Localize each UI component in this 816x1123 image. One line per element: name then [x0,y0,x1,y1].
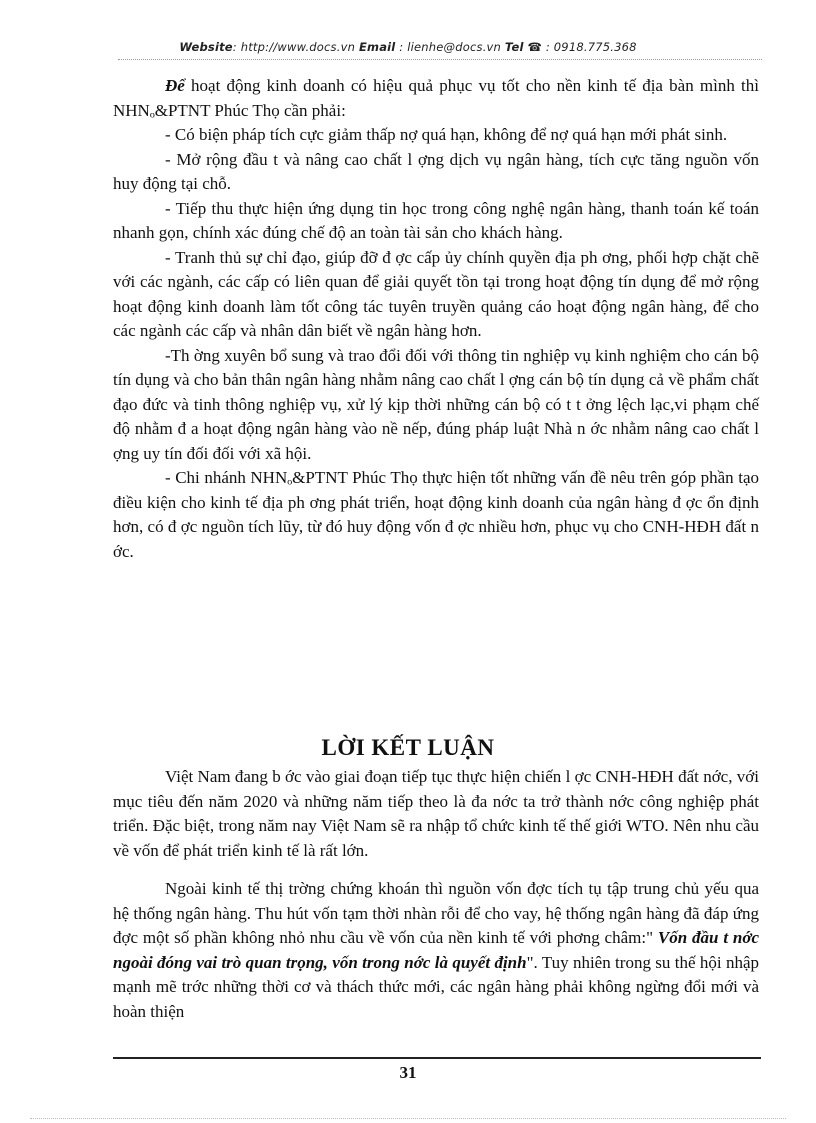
body-paragraph: -Th ờng xuyên bổ sung và trao đổi đối với thông tin nghiệp vụ kinh nghiệm cho cán bộ tín dụng và cho bản thân ngân hàng nhằm nâng cao chất l ợng cán bộ tín dụng cả về phẩm chất đạo đức và tinh thông nghiệp vụ, xử lý kịp thời những cán bộ có t t ởng lệch lạc,vi phạm chế độ nhằm đ a hoạt động ngân hàng vào nề nếp, đúng pháp luật Nhà n ớc nhằm nâng cao chất l ợng uy tín đối đối với xã hội. [113,345,759,463]
page-number: 31 [399,1063,417,1082]
body-paragraph: - Tiếp thu thực hiện ứng dụng tin học trong công nghệ ngân hàng, thanh toán kế toán nhanh gọn, chính xác đúng chế độ an toàn tài sản cho khách hàng. [113,198,759,242]
body-paragraph: - Chi nhánh NHNₒ&PTNT Phúc Thọ thực hiện tốt những vấn đề nêu trên góp phần tạo điều kiện cho kinh tế địa ph ơng phát triển, hoạt động kinh doanh của ngân hàng đ ợc ổn định hơn, có đ ợc nguồn tích lũy, từ đó huy động vốn đ ợc nhiều hơn, phục vụ cho CNH-HĐH đất n ớc. [113,468,759,561]
tel-value: ☎ : 0918.775.368 [523,40,637,54]
intro-lead: Để [165,76,185,95]
footer-divider [113,1057,761,1059]
body-paragraph: - Tranh thủ sự chỉ đạo, giúp đỡ đ ợc cấp ủy chính quyền địa ph ơng, phối hợp chặt chẽ với các ngành, các cấp có liên quan để giải quyết tồn tại trong hoạt động tín dụng để mở rộng hoạt động kinh doanh làm tốt công tác tuyên truyền quảng cáo hoạt động ngân hàng, để cho các ngành các cấp và nhân dân biết về ngân hàng hơn. [113,247,759,340]
email-label: Email [358,40,396,54]
page-bottom-divider [30,1118,786,1119]
email-value: : lienhe@docs.vn [395,40,505,54]
body-paragraph: - Có biện pháp tích cực giảm thấp nợ quá hạn, không để nợ quá hạn mới phát sinh. [165,125,728,144]
conclusion-paragraph-2 [113,877,759,1024]
conclusion-p2-end: ". Tuy nhiên trong su thế hội nhập mạnh mẽ trớc những thời cơ và thách thức mới, các ngân hàng phải không ngừng đổi mới và hoàn thiện [113,952,759,1021]
conclusion-text [113,765,759,1024]
conclusion-quote: Vốn đầu t nớc ngoài đóng vai trò quan trọng, vốn trong nớc là quyết định [113,928,760,972]
page-header [0,40,816,54]
body-paragraph: - Mở rộng đầu t và nâng cao chất l ợng dịch vụ ngân hàng, tích cực tăng nguồn vốn huy động tại chỗ. [113,149,759,193]
website-value: : http://www.docs.vn [232,40,359,54]
intro-paragraph [113,74,759,123]
header-divider [118,59,762,60]
intro-rest: hoạt động kinh doanh có hiệu quả phục vụ tốt cho nền kinh tế địa bàn mình thì NHNₒ&PTNT Phúc Thọ cần phải: [113,76,759,120]
website-label: Website [179,40,233,54]
body-text [113,74,759,564]
tel-label: Tel [504,40,524,54]
conclusion-title: LỜI KẾT LUẬN [321,735,495,760]
conclusion-p2-start: Ngoài kinh tế thị trờng chứng khoán thì nguồn vốn đợc tích tụ tập trung chủ yếu qua hệ thống ngân hàng. Thu hút vốn tạm thời nhàn rỗi để cho vay, hệ thống ngân hàng đã đáp ứng đợc một số phần không nhỏ nhu cầu về vốn của nền kinh tế với phơng châm:" [113,879,759,947]
conclusion-paragraph-1: Việt Nam đang b ớc vào giai đoạn tiếp tục thực hiện chiến l ợc CNH-HĐH đất nớc, với mục tiêu đến năm 2020 và những năm tiếp theo là đa nớc ta trở thành nớc công nghiệp phát triển. Đặc biệt, trong năm nay Việt Nam sẽ ra nhập tổ chức kinh tế thế giới WTO. Nên nhu cầu về vốn để phát triển kinh tế là rất lớn. [113,767,759,860]
